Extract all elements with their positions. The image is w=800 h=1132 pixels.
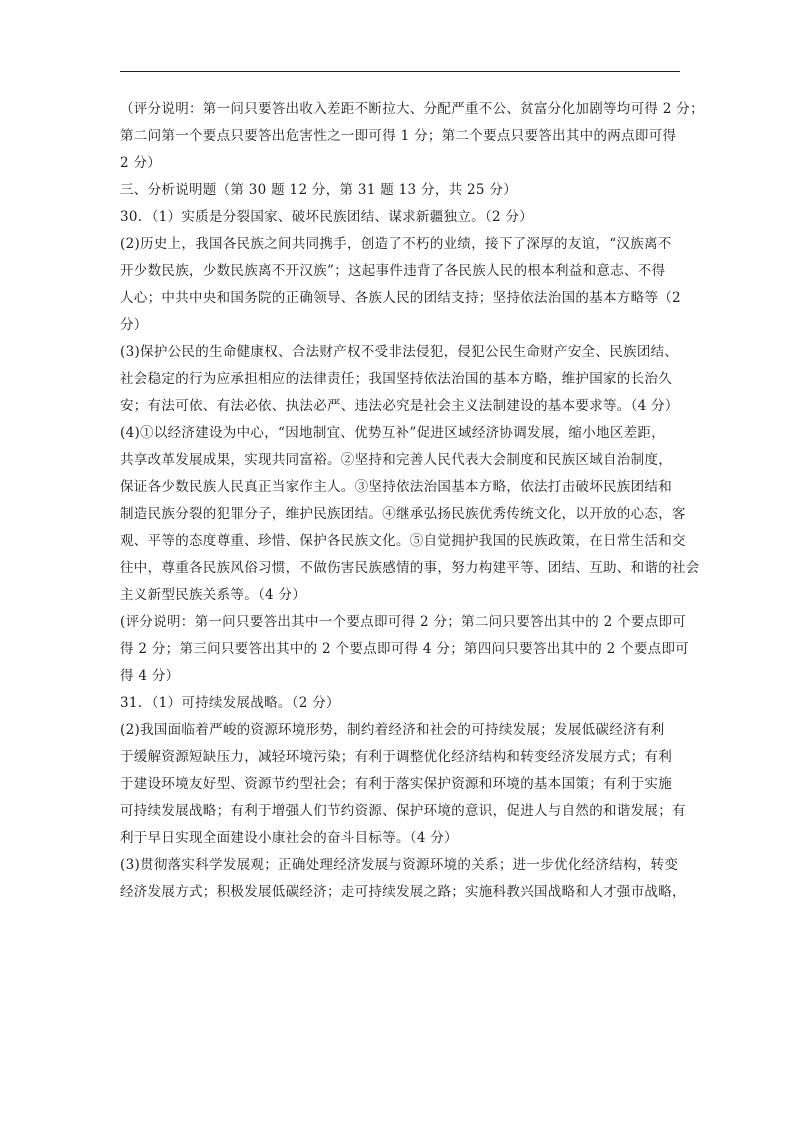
text-line: 可持续发展战略；有利于增强人们节约资源、保护环境的意识，促进人与自然的和谐发展；有	[120, 803, 686, 819]
scoring-note: 得 2 分；第三问只要答出其中的 2 个要点即可得 4 分；第四问只要答出其中的 2 个要点即可	[120, 641, 690, 657]
text-line: 经济发展方式；积极发展低碳经济；走可持续发展之路；实施科教兴国战略和人才强市战略，	[120, 884, 686, 900]
text-line: 共享改革发展成果，实现共同富裕。②坚持和完善人民代表大会制度和民族区域自治制度，	[120, 452, 672, 468]
text-line: 2 分）	[120, 155, 162, 171]
text-line: 利于早日实现全面建设小康社会的奋斗目标等。（4 分）	[120, 830, 458, 846]
scoring-note: (评分说明：第一问只要答出其中一个要点即可得 2 分；第二问只要答出其中的 2 个要点即可	[120, 614, 687, 630]
text-line: 开少数民族，少数民族离不开汉族”；这起事件违背了各民族人民的根本利益和意志、不得	[120, 263, 666, 279]
text-line: (3)贯彻落实科学发展观；正确处理经济发展与资源环境的关系；进一步优化经济结构，转变	[120, 857, 679, 873]
text-line: （评分说明：第一问只要答出收入差距不断拉大、分配严重不公、贫富分化加剧等均可得 2 分；	[120, 101, 704, 117]
text-line: (2)历史上，我国各民族之间共同携手，创造了不朽的业绩，接下了深厚的友谊，“汉族离不	[120, 236, 672, 252]
text-line: 保证各少数民族人民真正当家作主人。③坚持依法治国基本方略，依法打击破坏民族团结和	[120, 479, 672, 495]
text-line: 社会稳定的行为应承担相应的法律责任；我国坚持依法治国的基本方略，维护国家的长治久	[120, 371, 672, 387]
text-line: 制造民族分裂的犯罪分子，维护民族团结。④继承弘扬民族优秀传统文化，以开放的心态，客	[120, 506, 686, 522]
text-line: 于建设环境友好型、资源节约型社会；有利于落实保护资源和环境的基本国策；有利于实施	[120, 776, 672, 792]
text-line: 人心；中共中央和国务院的正确领导、各族人民的团结支持；坚持依法治国的基本方略等（2	[120, 290, 681, 306]
text-line: 主义新型民族关系等。（4 分）	[120, 587, 307, 603]
text-line: 安；有法可依、有法必依、执法必严、违法必究是社会主义法制建设的基本要求等。（4 分）	[120, 398, 679, 414]
question-31-part-1: 31．（1）可持续发展战略。（2 分）	[120, 695, 340, 711]
section-heading: 三、分析说明题（第 30 题 12 分，第 31 题 13 分，共 25 分）	[120, 182, 518, 198]
document-body	[120, 96, 704, 906]
scoring-note: 得 4 分）	[120, 668, 180, 684]
header-rule	[120, 71, 680, 72]
text-line: 于缓解资源短缺压力，减轻环境污染；有利于调整优化经济结构和转变经济发展方式；有利	[120, 749, 672, 765]
text-line: (4)①以经济建设为中心，“因地制宜、优势互补”促进区域经济协调发展，缩小地区差距，	[120, 425, 666, 441]
text-line: 观、平等的态度尊重、珍惜、保护各民族文化。⑤自觉拥护我国的民族政策，在日常生活和交	[120, 533, 686, 549]
text-line: 第二问第一个要点只要答出危害性之一即可得 1 分；第二个要点只要答出其中的两点即可得	[120, 128, 677, 144]
text-line: 分）	[120, 317, 148, 333]
text-line: (2)我国面临着严峻的资源环境形势，制约着经济和社会的可持续发展；发展低碳经济有利	[120, 722, 665, 738]
text-line: (3)保护公民的生命健康权、合法财产权不受非法侵犯，侵犯公民生命财产安全、民族团结、	[120, 344, 679, 360]
question-30-part-1: 30．（1）实质是分裂国家、破坏民族团结、谋求新疆独立。（2 分）	[120, 209, 534, 225]
text-line: 往中，尊重各民族风俗习惯，不做伤害民族感情的事，努力构建平等、团结、互助、和谐的社会	[120, 560, 700, 576]
